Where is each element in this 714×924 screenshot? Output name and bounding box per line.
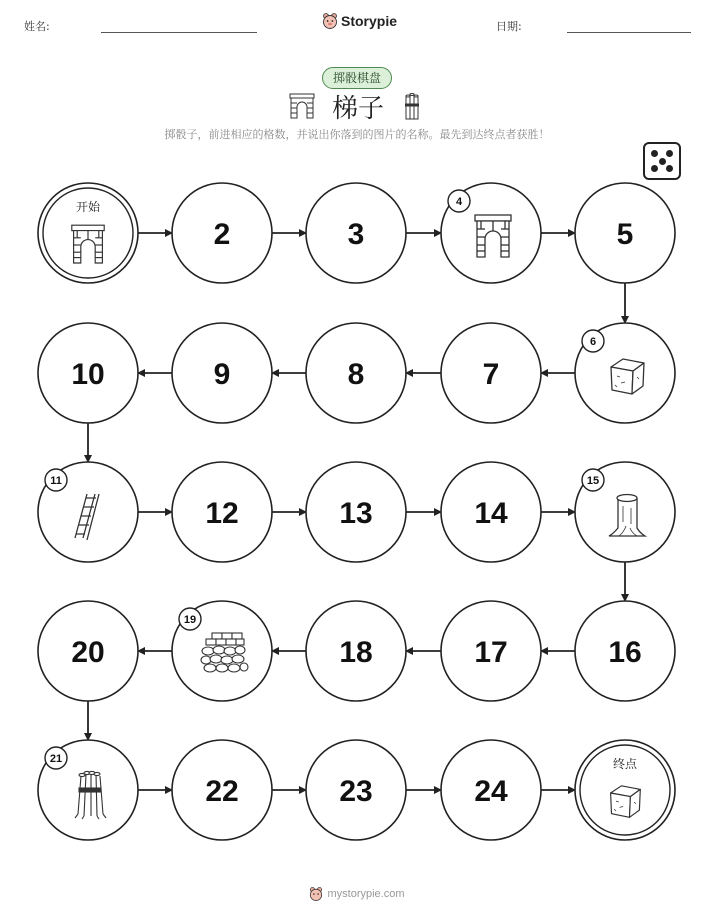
cell-number: 5 (616, 218, 634, 251)
cell-badge (582, 469, 604, 491)
board-cell-1 (38, 183, 138, 283)
cell-badge (45, 747, 67, 769)
board-cell-7 (441, 323, 541, 423)
board-cell-13 (306, 462, 406, 562)
date-label: 日期: (496, 20, 522, 33)
board-cell-22 (172, 740, 272, 840)
finish-label: 终点 (612, 757, 638, 771)
cell-number: 14 (474, 497, 508, 530)
category-tag: 掷骰棋盘 (322, 67, 392, 89)
board-cell-12 (172, 462, 272, 562)
board-cell-23 (306, 740, 406, 840)
brand-name: Storypie (341, 13, 398, 29)
board-cell-19 (172, 601, 272, 701)
badge-number: 15 (586, 475, 600, 487)
cell-number: 22 (205, 775, 239, 808)
board-cell-14 (441, 462, 541, 562)
cell-number: 2 (213, 218, 231, 251)
cell-number: 3 (347, 218, 365, 251)
storypie-mascot-icon (309, 886, 323, 902)
badge-number: 19 (183, 614, 197, 626)
board-cell-24 (441, 740, 541, 840)
cell-number: 24 (474, 775, 508, 808)
board-cell-16 (575, 601, 675, 701)
cell-number: 13 (339, 497, 373, 530)
stone-block-icon (611, 359, 644, 394)
cell-badge (448, 190, 470, 212)
cell-badge (582, 330, 604, 352)
board-cell-21 (38, 740, 138, 840)
cell-number: 16 (608, 636, 642, 669)
cell-number: 12 (205, 497, 239, 530)
board-cell-10 (38, 323, 138, 423)
board-cell-3 (306, 183, 406, 283)
board-cell-2 (172, 183, 272, 283)
board-cell-9 (172, 323, 272, 423)
name-label: 姓名: (24, 20, 50, 33)
stone-block-icon (611, 786, 641, 818)
cell-number: 9 (213, 358, 231, 391)
page-title: 梯子 (332, 94, 385, 124)
start-label: 开始 (75, 200, 101, 214)
board-cell-8 (306, 323, 406, 423)
cell-number: 7 (482, 358, 500, 391)
cell-number: 23 (339, 775, 373, 808)
cell-badge (179, 608, 201, 630)
footer-url: mystorypie.com (327, 888, 405, 900)
badge-number: 21 (49, 753, 63, 765)
stone-wall-icon (201, 633, 248, 672)
cell-badge (45, 469, 67, 491)
board-cell-17 (441, 601, 541, 701)
cell-number: 10 (71, 358, 105, 391)
footer (0, 886, 714, 902)
badge-number: 11 (50, 475, 62, 487)
badge-number: 4 (455, 196, 463, 208)
board-cell-20 (38, 601, 138, 701)
cell-number: 17 (474, 636, 508, 669)
board-cell-25 (575, 740, 675, 840)
cell-number: 8 (347, 358, 365, 391)
cell-number: 20 (71, 636, 105, 669)
board-cell-4 (441, 183, 541, 283)
board-cell-15 (575, 462, 675, 562)
cell-number: 18 (339, 636, 373, 669)
board-cell-5 (575, 183, 675, 283)
board-cell-18 (306, 601, 406, 701)
board-cell-6 (575, 323, 675, 423)
instructions: 掷骰子，前进相应的格数，并说出你落到的图片的名称。最先到达终点者获胜！ (164, 128, 550, 141)
board-cell-11 (38, 462, 138, 562)
badge-number: 6 (589, 336, 597, 348)
